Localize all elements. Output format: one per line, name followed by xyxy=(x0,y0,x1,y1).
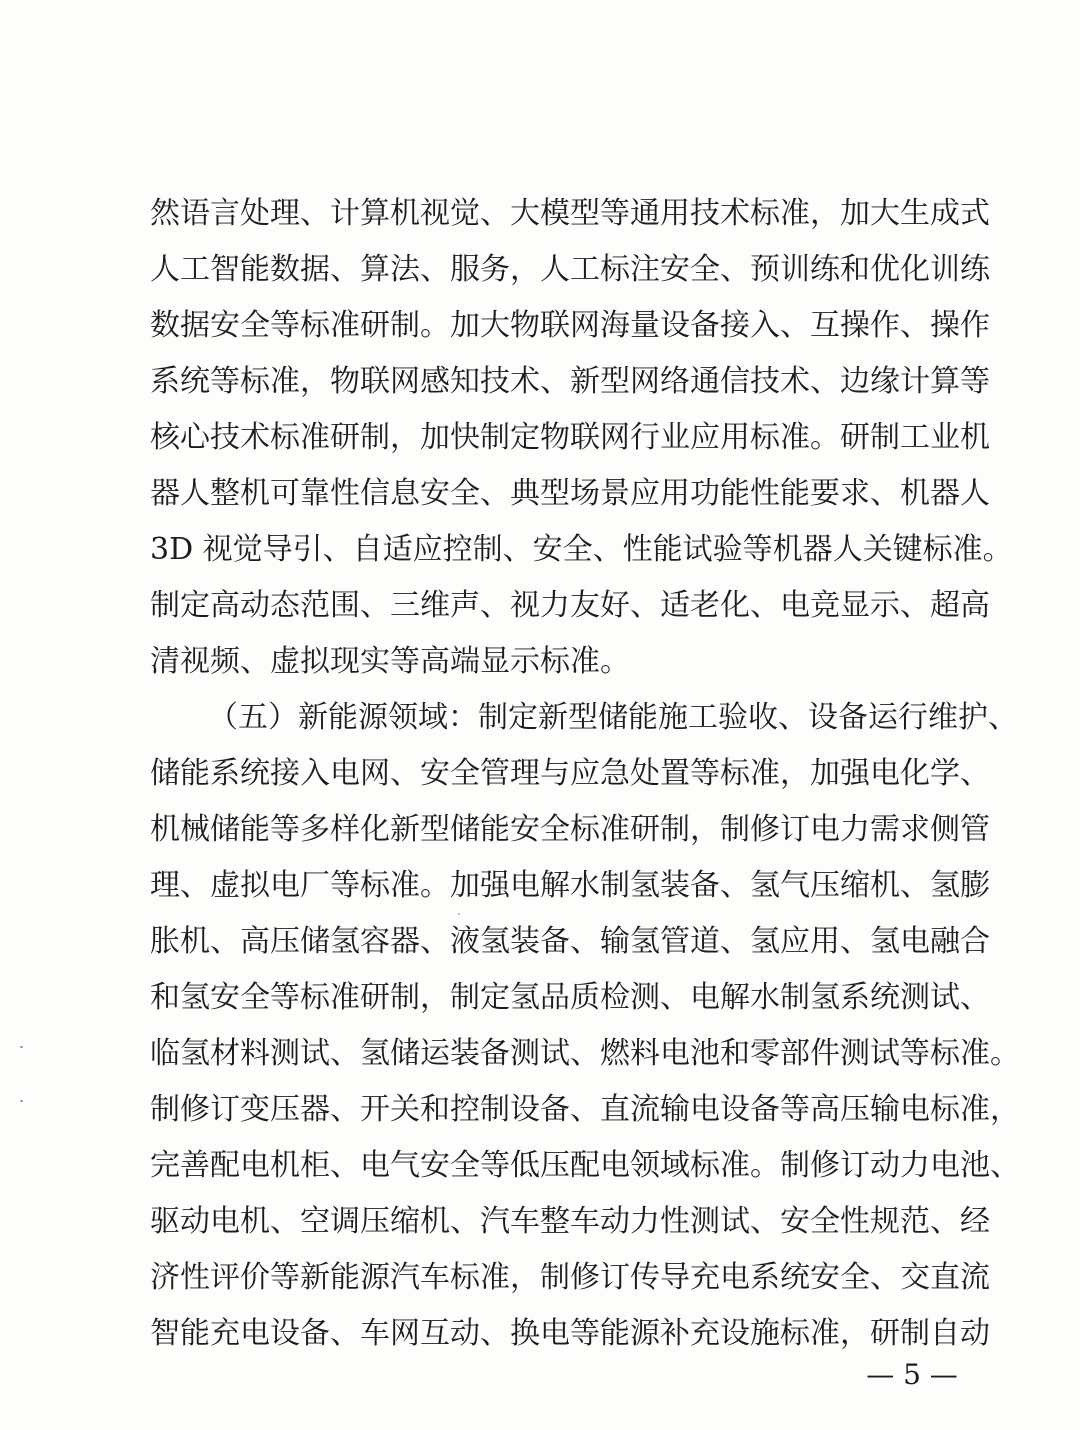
text-line: 完善配电机柜、电气安全等低压配电领域标准。制修订动力电池、 xyxy=(150,1148,1020,1183)
text-line: 数据安全等标准研制。加大物联网海量设备接入、互操作、操作 xyxy=(150,308,990,343)
text-line: 器人整机可靠性信息安全、典型场景应用功能性能要求、机器人 xyxy=(150,476,990,511)
text-line: 智能充电设备、车网互动、换电等能源补充设施标准，研制自动 xyxy=(150,1316,990,1351)
text-line: 人工智能数据、算法、服务，人工标注安全、预训练和优化训练 xyxy=(150,252,990,287)
paragraph-new-energy-standards xyxy=(150,690,1020,1362)
text-line: 机械储能等多样化新型储能安全标准研制，制修订电力需求侧管 xyxy=(150,812,990,847)
scan-speck xyxy=(458,913,460,915)
text-line: 3D 视觉导引、自适应控制、安全、性能试验等机器人关键标准。 xyxy=(150,532,1013,567)
text-line: 制修订变压器、开关和控制设备、直流输电设备等高压输电标准， xyxy=(150,1092,1020,1127)
text-line: 驱动电机、空调压缩机、汽车整车动力性测试、安全性规范、经 xyxy=(150,1204,990,1239)
page-number: — 5 — xyxy=(866,1358,958,1391)
text-line: 和氢安全等标准研制，制定氢品质检测、电解水制氢系统测试、 xyxy=(150,980,990,1015)
text-line: 理、虚拟电厂等标准。加强电解水制氢装备、氢气压缩机、氢膨 xyxy=(150,868,990,903)
text-line: 胀机、高压储氢容器、液氢装备、输氢管道、氢应用、氢电融合 xyxy=(150,924,990,959)
text-line: 然语言处理、计算机视觉、大模型等通用技术标准，加大生成式 xyxy=(150,196,990,231)
section-heading-line: （五）新能源领域：制定新型储能施工验收、设备运行维护、 xyxy=(208,700,1018,735)
text-line: 核心技术标准研制，加快制定物联网行业应用标准。研制工业机 xyxy=(150,420,990,455)
text-line: 济性评价等新能源汽车标准，制修订传导充电系统安全、交直流 xyxy=(150,1260,990,1295)
text-line: 制定高动态范围、三维声、视力友好、适老化、电竞显示、超高 xyxy=(150,588,990,623)
text-line: 储能系统接入电网、安全管理与应急处置等标准，加强电化学、 xyxy=(150,756,990,791)
scan-speck xyxy=(20,1100,23,1102)
text-line: 临氢材料测试、氢储运装备测试、燃料电池和零部件测试等标准。 xyxy=(150,1036,1020,1071)
scan-speck xyxy=(20,1046,23,1048)
text-line: 清视频、虚拟现实等高端显示标准。 xyxy=(150,644,630,679)
text-line: 系统等标准，物联网感知技术、新型网络通信技术、边缘计算等 xyxy=(150,364,990,399)
paragraph-ai-iot-standards xyxy=(150,186,1013,690)
